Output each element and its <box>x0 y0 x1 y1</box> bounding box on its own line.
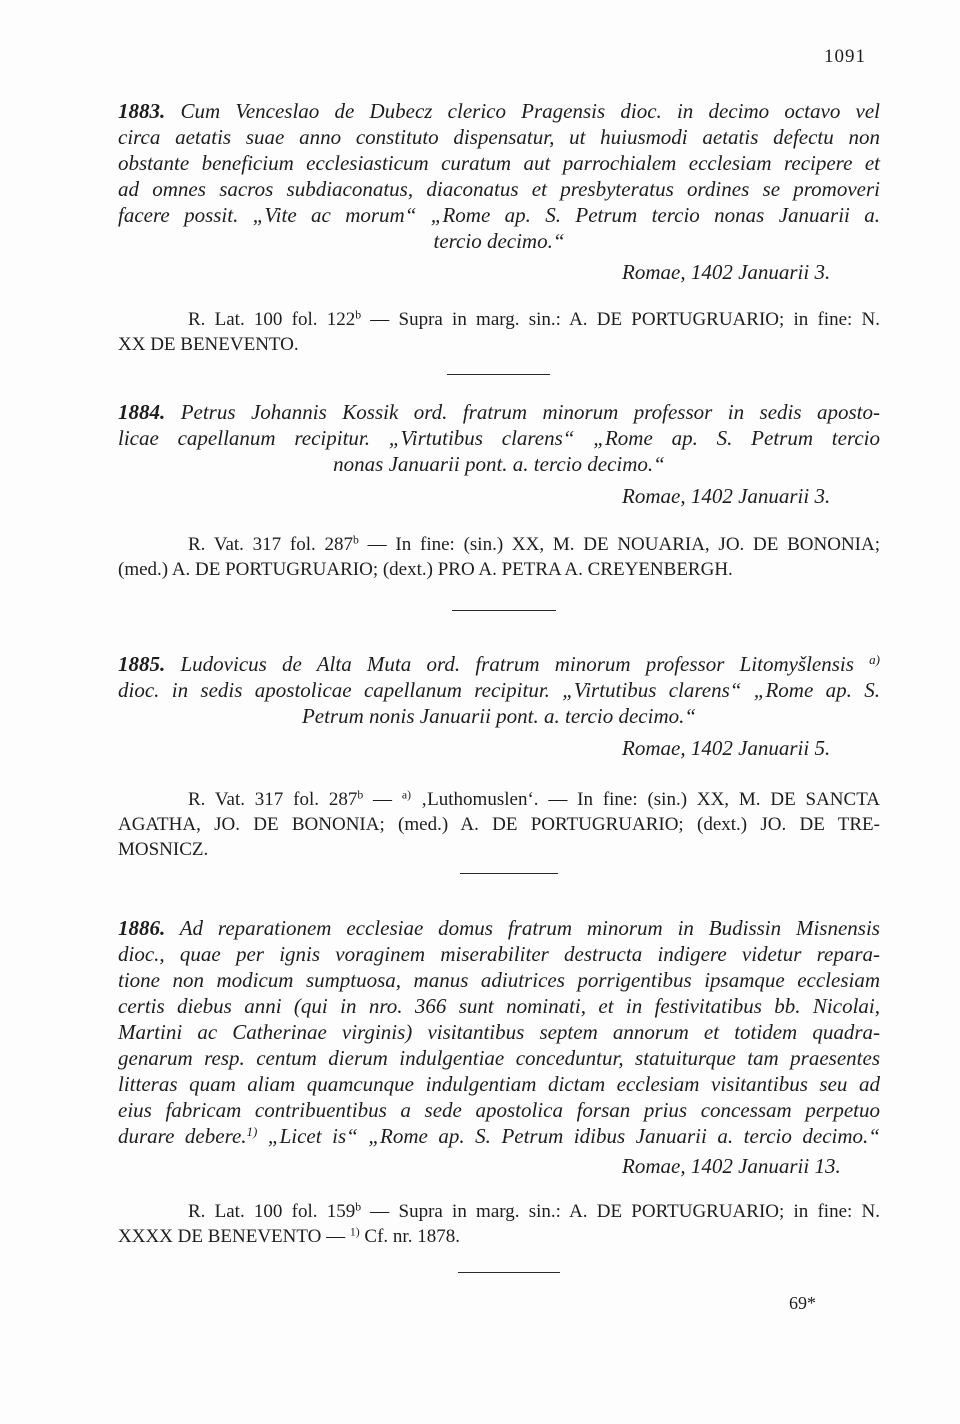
note-text: R. Vat. 317 fol. 287 <box>188 534 354 555</box>
note-text: — Supra in marg. sin.: A. DE PORTUGRUARIO; in fine: N. <box>361 309 880 330</box>
entry-dating: Romae, 1402 Januarii 3. <box>622 484 831 508</box>
note-line <box>118 532 880 557</box>
entry-text-line: tione non modicum sumptuosa, manus adiutrices porrigentibus ipsamque ecclesiam <box>118 968 880 992</box>
entry-dating: Romae, 1402 Januarii 5. <box>622 736 831 760</box>
entry-1885 <box>118 651 880 761</box>
note-line: AGATHA, JO. DE BONONIA; (med.) A. DE PORTUGRUARIO; (dext.) JO. DE TRE- <box>118 814 880 835</box>
entry-text: Ludovicus de Alta Muta ord. fratrum minorum professor Litomyšlensis <box>180 652 870 676</box>
separator-rule <box>458 1272 560 1273</box>
entry-text-line: ad omnes sacros subdiaconatus, diaconatus et presbyteratus ordines se promoveri <box>118 177 880 201</box>
entry-closing-line: nonas Januarii pont. a. tercio decimo.“ <box>333 452 665 476</box>
folio-superscript: b <box>355 308 362 322</box>
entry-text-line: certis diebus anni (qui in nro. 366 sunt nominati, et in festivitatibus bb. Nicolai, <box>118 994 880 1018</box>
entry-text-line: licae capellanum recipitur. „Virtutibus clarens“ „Rome ap. S. Petrum tercio <box>118 426 880 450</box>
entry-number: 1884. <box>118 400 166 424</box>
note-text: — In fine: (sin.) XX, M. DE NOUARIA, JO. DE BONONIA; <box>358 534 881 555</box>
entry-1883 <box>118 98 880 285</box>
entry-text-line: dioc., quae per ignis voraginem miserabiliter destructa indigere videtur repara- <box>118 942 880 966</box>
entry-closing-line: Petrum nonis Januarii pont. a. tercio decimo.“ <box>301 704 697 728</box>
note-line: XX DE BENEVENTO. <box>118 334 299 355</box>
entry-text: Ad reparationem ecclesiae domus fratrum minorum in Budissin Misnensis <box>179 916 880 940</box>
entry-text-line <box>118 399 880 425</box>
note-line <box>118 1199 880 1224</box>
page-number: 1091 <box>824 46 866 67</box>
note-line <box>118 307 880 332</box>
entry-1884-notes <box>118 532 880 582</box>
note-line <box>118 1224 880 1249</box>
entry-text-line: circa aetatis suae anno constituto dispensatur, ut huiusmodi aetatis defectu non <box>118 125 880 149</box>
folio-superscript: b <box>357 788 364 802</box>
note-line <box>118 787 880 812</box>
entry-1883-notes <box>118 307 880 357</box>
note-text: R. Lat. 100 fol. 159 <box>188 1201 356 1222</box>
note-line: (med.) A. DE PORTUGRUARIO; (dext.) PRO A. PETRA A. CREYENBERGH. <box>118 559 733 580</box>
entry-number: 1885. <box>118 652 166 676</box>
note-text: — Supra in marg. sin.: A. DE PORTUGRUARIO; in fine: N. <box>361 1201 880 1222</box>
separator-rule <box>447 374 550 375</box>
note-text: — <box>363 789 402 810</box>
entry-text-line: genarum resp. centum dierum indulgentiae conceduntur, statuiturque tam praesentes <box>118 1046 880 1070</box>
footnote-marker: a) <box>401 788 412 802</box>
entry-text: „Licet is“ „Rome ap. S. Petrum idibus Januarii a. tercio decimo.“ <box>257 1124 880 1148</box>
entry-1884 <box>118 399 880 509</box>
entry-dating: Romae, 1402 Januarii 13. <box>622 1154 841 1178</box>
entry-number: 1886. <box>118 916 166 940</box>
separator-rule <box>460 873 558 874</box>
entry-text-line: facere possit. „Vite ac morum“ „Rome ap. S. Petrum tercio nonas Januarii a. <box>118 203 880 227</box>
entry-text: durare debere. <box>118 1124 247 1148</box>
note-text: Cf. nr. 1878. <box>359 1226 460 1247</box>
entry-1886-notes <box>118 1199 880 1249</box>
entry-text-line <box>118 651 880 677</box>
note-text: R. Lat. 100 fol. 122 <box>188 309 356 330</box>
entry-closing-line: tercio decimo.“ <box>433 229 565 253</box>
entry-number: 1883. <box>118 99 166 123</box>
note-text: ‚Luthomuslen‘. — In fine: (sin.) XX, M. DE SANCTA <box>411 789 880 810</box>
signature-mark: 69* <box>789 1293 816 1313</box>
folio-superscript: b <box>355 1200 362 1214</box>
footnote-marker: 1) <box>349 1225 360 1239</box>
entry-text-line: Martini ac Catherinae virginis) visitantibus septem annorum et totidem quadra- <box>118 1020 880 1044</box>
footnote-marker: 1) <box>246 1123 258 1139</box>
entry-1885-notes <box>118 787 880 862</box>
folio-superscript: b <box>353 533 359 547</box>
entry-text-line <box>118 915 880 941</box>
entry-text: Petrus Johannis Kossik ord. fratrum minorum professor in sedis aposto- <box>180 400 880 424</box>
entry-text-line: dioc. in sedis apostolicae capellanum recipitur. „Virtutibus clarens“ „Rome ap. S. <box>118 678 880 702</box>
footnote-marker: a) <box>869 651 880 667</box>
entry-text-line: obstante beneficium ecclesiasticum curatum aut parrochialem ecclesiam recipere et <box>118 151 880 175</box>
entry-text-line <box>118 98 880 124</box>
entry-dating: Romae, 1402 Januarii 3. <box>622 260 831 284</box>
note-text: XXXX DE BENEVENTO — <box>118 1226 350 1247</box>
note-text: R. Vat. 317 fol. 287 <box>188 789 358 810</box>
entry-text: Cum Venceslao de Dubecz clerico Pragensis dioc. in decimo octavo vel <box>180 99 880 123</box>
entry-text-line: eius fabricam contribuentibus a sede apostolica forsan prius concessam perpetuo <box>118 1098 880 1122</box>
entry-text-line <box>118 1123 880 1149</box>
separator-rule <box>452 610 556 611</box>
entry-text-line: litteras quam aliam quamcunque indulgentiam dictam ecclesiam visitantibus seu ad <box>118 1072 880 1096</box>
note-line: MOSNICZ. <box>118 839 209 860</box>
entry-1886 <box>118 915 880 1179</box>
